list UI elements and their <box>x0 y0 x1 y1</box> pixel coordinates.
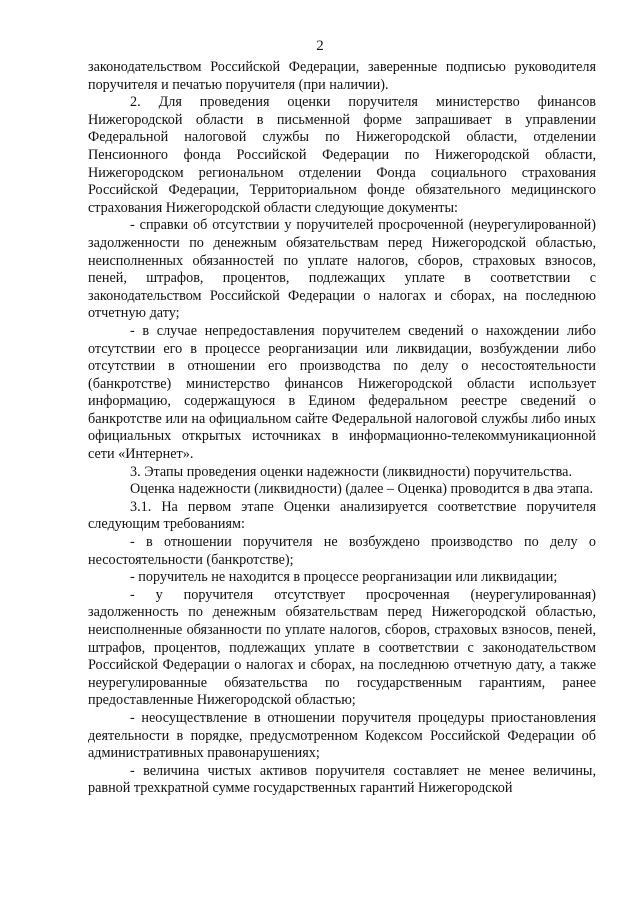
paragraph-1: законодательством Российской Федерации, заверенные подписью руководителя поручителя и печатью поручителя (при наличии). <box>88 59 596 93</box>
paragraph-10: - у поручителя отсутствует просроченная (неурегулированная) задолженность по денежным обязательствам перед Нижегородской областью, неисполненные обязанности по уплате налогов, сборов, страховых взносов, пеней, штрафов, процентов, подлежащих уплате в соответствии с законодательством Российской Федерации о налогах и сборах, на последнюю отчетную дату, а также неурегулированные обязательства по государственным гарантиям, ранее предоставленные Нижегородской областью; <box>88 586 596 709</box>
paragraph-4: - в случае непредоставления поручителем сведений о нахождении либо отсутствии его в процессе реорганизации или ликвидации, возбуждении либо отсутствии в отношении его производства по делу о несостоятельности (банкротстве) министерство финансов Нижегородской области использует информацию, содержащуюся в Едином федеральном реестре сведений о банкротстве или на официальном сайте Федеральной налоговой службы либо иных официальных открытых источниках в информационно-телекоммуникационной сети «Интернет». <box>88 322 596 463</box>
paragraph-12: - величина чистых активов поручителя составляет не менее величины, равной трехкратной сумме государственных гарантий Нижегородской <box>88 762 596 797</box>
paragraph-2: 2. Для проведения оценки поручителя министерство финансов Нижегородской области в письменной форме запрашивает в управлении Федеральной налоговой службы по Нижегородской области, отделении Пенсионного фонда Российской Федерации по Нижегородской области, Нижегородском региональном отделении Фонда социального страхования Российской Федерации, Территориальном фонде обязательного медицинского страхования Нижегородской области следующие документы: <box>88 94 596 216</box>
paragraph-5: 3. Этапы проведения оценки надежности (ликвидности) поручительства. <box>130 463 572 480</box>
paragraph-11: - неосуществление в отношении поручителя процедуры приостановления деятельности в порядке, предусмотренном Кодексом Российской Федерации об административных правонарушениях; <box>88 709 596 762</box>
paragraph-9: - поручитель не находится в процессе реорганизации или ликвидации; <box>130 569 558 586</box>
page-number: 2 <box>316 38 324 54</box>
paragraph-6: Оценка надежности (ликвидности) (далее – Оценка) проводится в два этапа. <box>130 481 593 498</box>
paragraph-7: 3.1. На первом этапе Оценки анализируется соответствие поручителя следующим требованиям: <box>88 498 596 533</box>
document-body <box>88 59 596 798</box>
paragraph-8: - в отношении поручителя не возбуждено производство по делу о несостоятельности (банкротстве); <box>88 534 596 568</box>
paragraph-3: - справки об отсутствии у поручителей просроченной (неурегулированной) задолженности по денежным обязательствам перед Нижегородской областью, неисполненных обязанностей по уплате налогов, сборов, страховых взносов, пеней, штрафов, процентов, подлежащих уплате в соответствии с законодательством Российской Федерации о налогах и сборах, на последнюю отчетную дату; <box>88 217 596 322</box>
